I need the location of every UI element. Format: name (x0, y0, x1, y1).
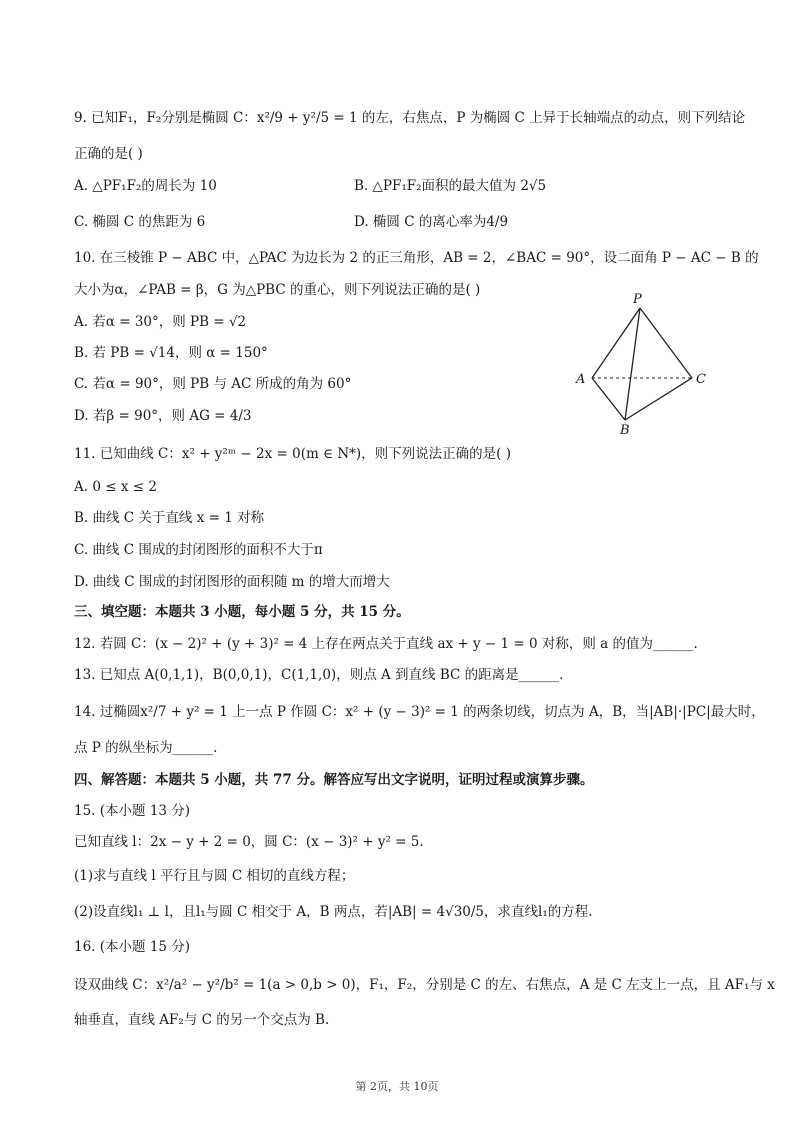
section-4-heading: 四、解答题：本题共 5 小题，共 77 分。解答应写出文字说明，证明过程或演算步骤。 (74, 772, 594, 788)
q12: 12. 若圆 C：(x − 2)² + (y + 3)² = 4 上存在两点关于直线 ax + y − 1 = 0 对称，则 a 的值为______. (74, 636, 698, 652)
q16-line1: 设双曲线 C：x²/a² − y²/b² = 1(a > 0,b > 0)，F₁，F₂，分别是 C 的左、右焦点，A 是 C 左支上一点，且 AF₁与 x (74, 977, 775, 993)
q14-line1: 14. 过椭圆x²/7 + y² = 1 上一点 P 作圆 C：x² + (y − 3)² = 1 的两条切线，切点为 A，B，当|AB|·|PC|最大时， (74, 704, 765, 720)
q11-option-a: A. 0 ≤ x ≤ 2 (74, 479, 157, 495)
q9-stem-line1: 9. 已知F₁，F₂分别是椭圆 C：x²/9 + y²/5 = 1 的左，右焦点，P 为椭圆 C 上异于长轴端点的动点，则下列结论 (74, 110, 746, 126)
q9-option-a: A. △PF₁F₂的周长为 10 (74, 178, 217, 194)
q9-stem-line2: 正确的是( ) (74, 146, 143, 162)
vertex-label-p: P (633, 292, 642, 307)
q10-stem-line2: 大小为α，∠PAB = β，G 为△PBC 的重心，则下列说法正确的是( ) (74, 282, 481, 298)
vertex-label-a: A (576, 372, 586, 387)
q14-line2: 点 P 的纵坐标为______. (74, 740, 218, 756)
edge-bc (625, 378, 692, 420)
q10-option-b: B. 若 PB = √14，则 α = 150° (74, 345, 268, 361)
q13: 13. 已知点 A(0,1,1)，B(0,0,1)，C(1,1,0)，则点 A 到直线 BC 的距离是______. (74, 667, 564, 683)
q16-line2: 轴垂直，直线 AF₂与 C 的另一个交点为 B. (74, 1012, 330, 1028)
edge-pb (625, 308, 640, 420)
vertex-label-b: B (620, 423, 630, 438)
q9-option-c: C. 椭圆 C 的焦距为 6 (74, 214, 206, 230)
q11-option-c: C. 曲线 C 围成的封闭图形的面积不大于π (74, 542, 323, 558)
section-3-heading: 三、填空题：本题共 3 小题，每小题 5 分，共 15 分。 (74, 604, 410, 620)
q11-stem: 11. 已知曲线 C：x² + y²ᵐ − 2x = 0(m ∈ N*)，则下列说法正确的是( ) (74, 446, 511, 462)
q10-option-c: C. 若α = 90°，则 PB 与 AC 所成的角为 60° (74, 376, 352, 392)
q9-option-d: D. 椭圆 C 的离心率为4/9 (354, 214, 509, 230)
edge-ab (592, 378, 625, 420)
q10-option-a: A. 若α = 30°，则 PB = √2 (74, 314, 247, 330)
edge-pc (640, 308, 692, 378)
q10-option-d: D. 若β = 90°，则 AG = 4/3 (74, 408, 252, 424)
q15-head: 15. (本小题 13 分) (74, 803, 191, 819)
q11-option-d: D. 曲线 C 围成的封闭图形的面积随 m 的增大而增大 (74, 574, 390, 590)
q16-head: 16. (本小题 15 分) (74, 939, 191, 955)
q15-line1: 已知直线 l：2x − y + 2 = 0，圆 C：(x − 3)² + y² = 5. (74, 834, 424, 850)
q15-line3: (2)设直线l₁ ⊥ l，且l₁与圆 C 相交于 A，B 两点，若|AB| = 4√30/5，求直线l₁的方程. (74, 904, 593, 920)
q15-line2: (1)求与直线 l 平行且与圆 C 相切的直线方程； (74, 868, 355, 884)
q10-stem-line1: 10. 在三棱锥 P − ABC 中，△PAC 为边长为 2 的正三角形，AB = 2，∠BAC = 90°，设二面角 P − AC − B 的 (74, 250, 759, 266)
page-footer: 第 2页，共 10页 (355, 1080, 439, 1093)
q11-option-b: B. 曲线 C 关于直线 x = 1 对称 (74, 510, 265, 526)
edge-pa (592, 308, 640, 378)
vertex-label-c: C (696, 372, 706, 387)
tetrahedron-figure (570, 288, 720, 438)
q9-option-b: B. △PF₁F₂面积的最大值为 2√5 (354, 178, 547, 194)
